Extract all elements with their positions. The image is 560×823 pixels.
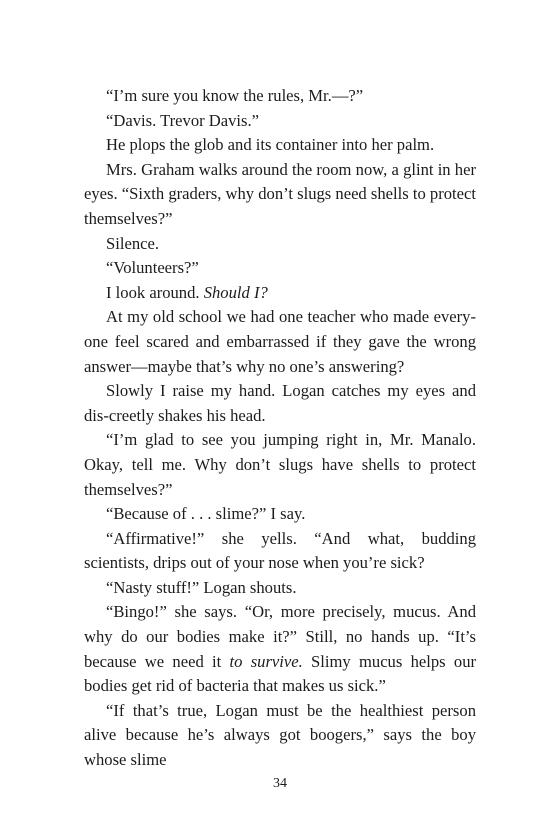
paragraph-1: “I’m sure you know the rules, Mr.—?”	[106, 86, 364, 105]
paragraph-8: At my old school we had one teacher who made every-one feel scared and embarrassed if they gave the wrong answer—maybe that’s why no one’s answering?	[84, 307, 476, 376]
paragraph-12: “Affirmative!” she yells. “And what, budding scientists, drips out of your nose when you’re sick?	[84, 528, 476, 573]
paragraph-7: I look around. Should I?	[106, 282, 268, 302]
paragraph-2: “Davis. Trevor Davis.”	[106, 110, 260, 130]
paragraph-14: “Bingo!” she says. “Or, more precisely, mucus. And why do our bodies make it?” Still, no hands up. “It’s because we need it to survive. Slimy mucus helps our bodies get rid of bacteria that makes us sick.”	[84, 602, 477, 696]
paragraph-11: “Because of . . . slime?” I say.	[106, 504, 306, 524]
page-body	[84, 84, 476, 773]
paragraph-10: “I’m glad to see you jumping right in, Mr. Manalo. Okay, tell me. Why don’t slugs have shells to protect themselves?”	[84, 430, 476, 499]
paragraph-3: He plops the glob and its container into her palm.	[106, 135, 435, 155]
italic-emphasis: Should I?	[203, 282, 268, 302]
paragraph-15: “If that’s true, Logan must be the healthiest person alive because he’s always got boogers,” says the boy whose slime	[84, 700, 476, 770]
paragraph-4: Mrs. Graham walks around the room now, a glint in her eyes. “Sixth graders, why don’t slugs need shells to protect themselves?”	[84, 159, 476, 228]
page-number: 34	[273, 776, 287, 791]
paragraph-5: Silence.	[106, 233, 159, 253]
paragraph-6: “Volunteers?”	[106, 258, 199, 278]
italic-emphasis: to survive.	[229, 651, 303, 671]
paragraph-9: Slowly I raise my hand. Logan catches my eyes and dis-creetly shakes his head.	[84, 381, 476, 425]
paragraph-13: “Nasty stuff!” Logan shouts.	[106, 577, 297, 597]
